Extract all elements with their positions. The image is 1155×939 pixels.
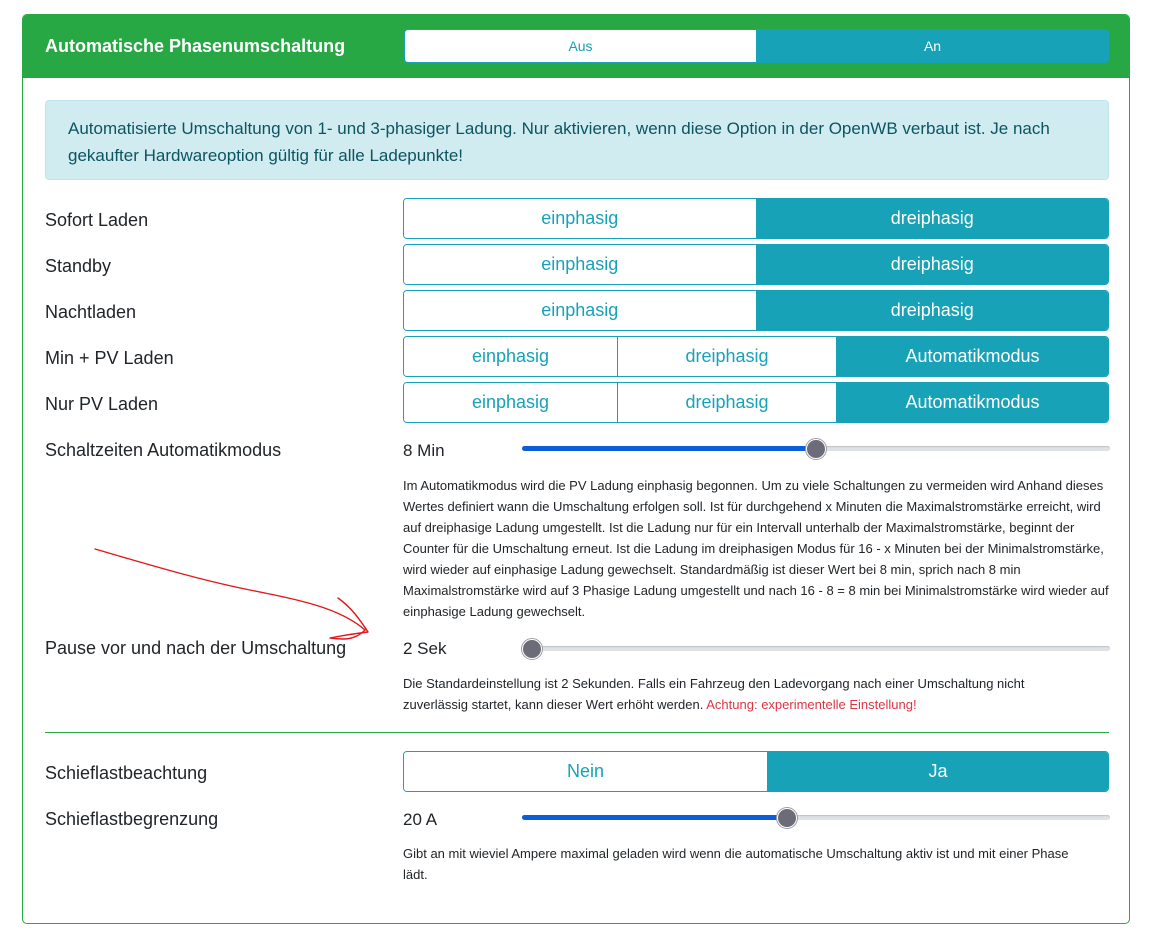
toggle-on-button[interactable]: An (756, 30, 1108, 62)
option-automatikmodus[interactable]: Automatikmodus (836, 383, 1108, 422)
mode-label-min-pv: Min + PV Laden (45, 348, 174, 368)
mode-label-sofort: Sofort Laden (45, 210, 149, 230)
option-automatikmodus[interactable]: Automatikmodus (836, 337, 1108, 376)
pause-value: 2 Sek (403, 639, 447, 658)
switch-time-help: Im Automatikmodus wird die PV Ladung einphasig begonnen. Um zu viele Schaltungen zu vermeiden wird Anhand dieses Wertes definiert wann die Umschaltung erfolgen soll. Ist für durchgehend x Minuten die Maximalstromstärke erreicht, wird auf dreiphasige Ladung umgestellt. Ist die Ladung nur für ein Intervall unterhalb der Maximalstromstärke, beginnt der Counter für die Umschaltung erneut. Ist die Ladung im dreiphasigen Modus für 16 - x Minuten bei der Minimalstromstärke, wird wieder auf einphasige Ladung gewechselt. Standardmäßig ist dieser Wert bei 8 min, sprich nach 8 min Maximalstromstärke wird auf 3 Phasige Ladung umgestellt und nach 16 - 8 = 8 min bei Minimalstromstärke wird wieder auf einphasige Ladung gewechselt. (403, 478, 1109, 619)
pause-warning: Achtung: experimentelle Einstellung! (706, 697, 917, 712)
option-einphasig[interactable]: einphasig (404, 337, 617, 376)
mode-label-nachtladen: Nachtladen (45, 302, 137, 322)
switch-time-label: Schaltzeiten Automatikmodus (45, 440, 282, 460)
toggle-off-button[interactable]: Aus (405, 30, 756, 62)
option-nein[interactable]: Nein (404, 752, 767, 791)
option-dreiphasig[interactable]: dreiphasig (756, 245, 1109, 284)
option-einphasig[interactable]: einphasig (404, 245, 756, 284)
option-einphasig[interactable]: einphasig (404, 199, 756, 238)
switch-time-value: 8 Min (403, 441, 445, 460)
pause-label: Pause vor und nach der Umschaltung (45, 638, 347, 658)
info-alert: Automatisierte Umschaltung von 1- und 3-phasiger Ladung. Nur aktivieren, wenn diese Option in der OpenWB verbaut ist. Je nach gekaufter Hardwareoption gültig für alle Ladepunkte! (45, 100, 1109, 180)
option-dreiphasig[interactable]: dreiphasig (617, 337, 836, 376)
unbalanced-limit-value: 20 A (403, 810, 438, 829)
option-dreiphasig[interactable]: dreiphasig (756, 291, 1109, 330)
mode-label-nur-pv: Nur PV Laden (45, 394, 159, 414)
mode-label-standby: Standby (45, 256, 112, 276)
option-dreiphasig[interactable]: dreiphasig (617, 383, 836, 422)
pause-help-text: Die Standardeinstellung ist 2 Sekunden. Falls ein Fahrzeug den Ladevorgang nach einer Umschaltung nicht zuverlässig startet, kann dieser Wert erhöht werden. (403, 676, 1025, 712)
option-dreiphasig[interactable]: dreiphasig (756, 199, 1109, 238)
option-einphasig[interactable]: einphasig (404, 383, 617, 422)
card-title: Automatische Phasenumschaltung (45, 36, 346, 56)
option-einphasig[interactable]: einphasig (404, 291, 756, 330)
unbalanced-limit-label: Schieflastbegrenzung (45, 809, 219, 829)
unbalanced-label: Schieflastbeachtung (45, 763, 208, 783)
option-ja[interactable]: Ja (767, 752, 1108, 791)
unbalanced-limit-help: Gibt an mit wieviel Ampere maximal geladen wird wenn die automatische Umschaltung aktiv ist und mit einer Phase lädt. (403, 846, 1069, 882)
